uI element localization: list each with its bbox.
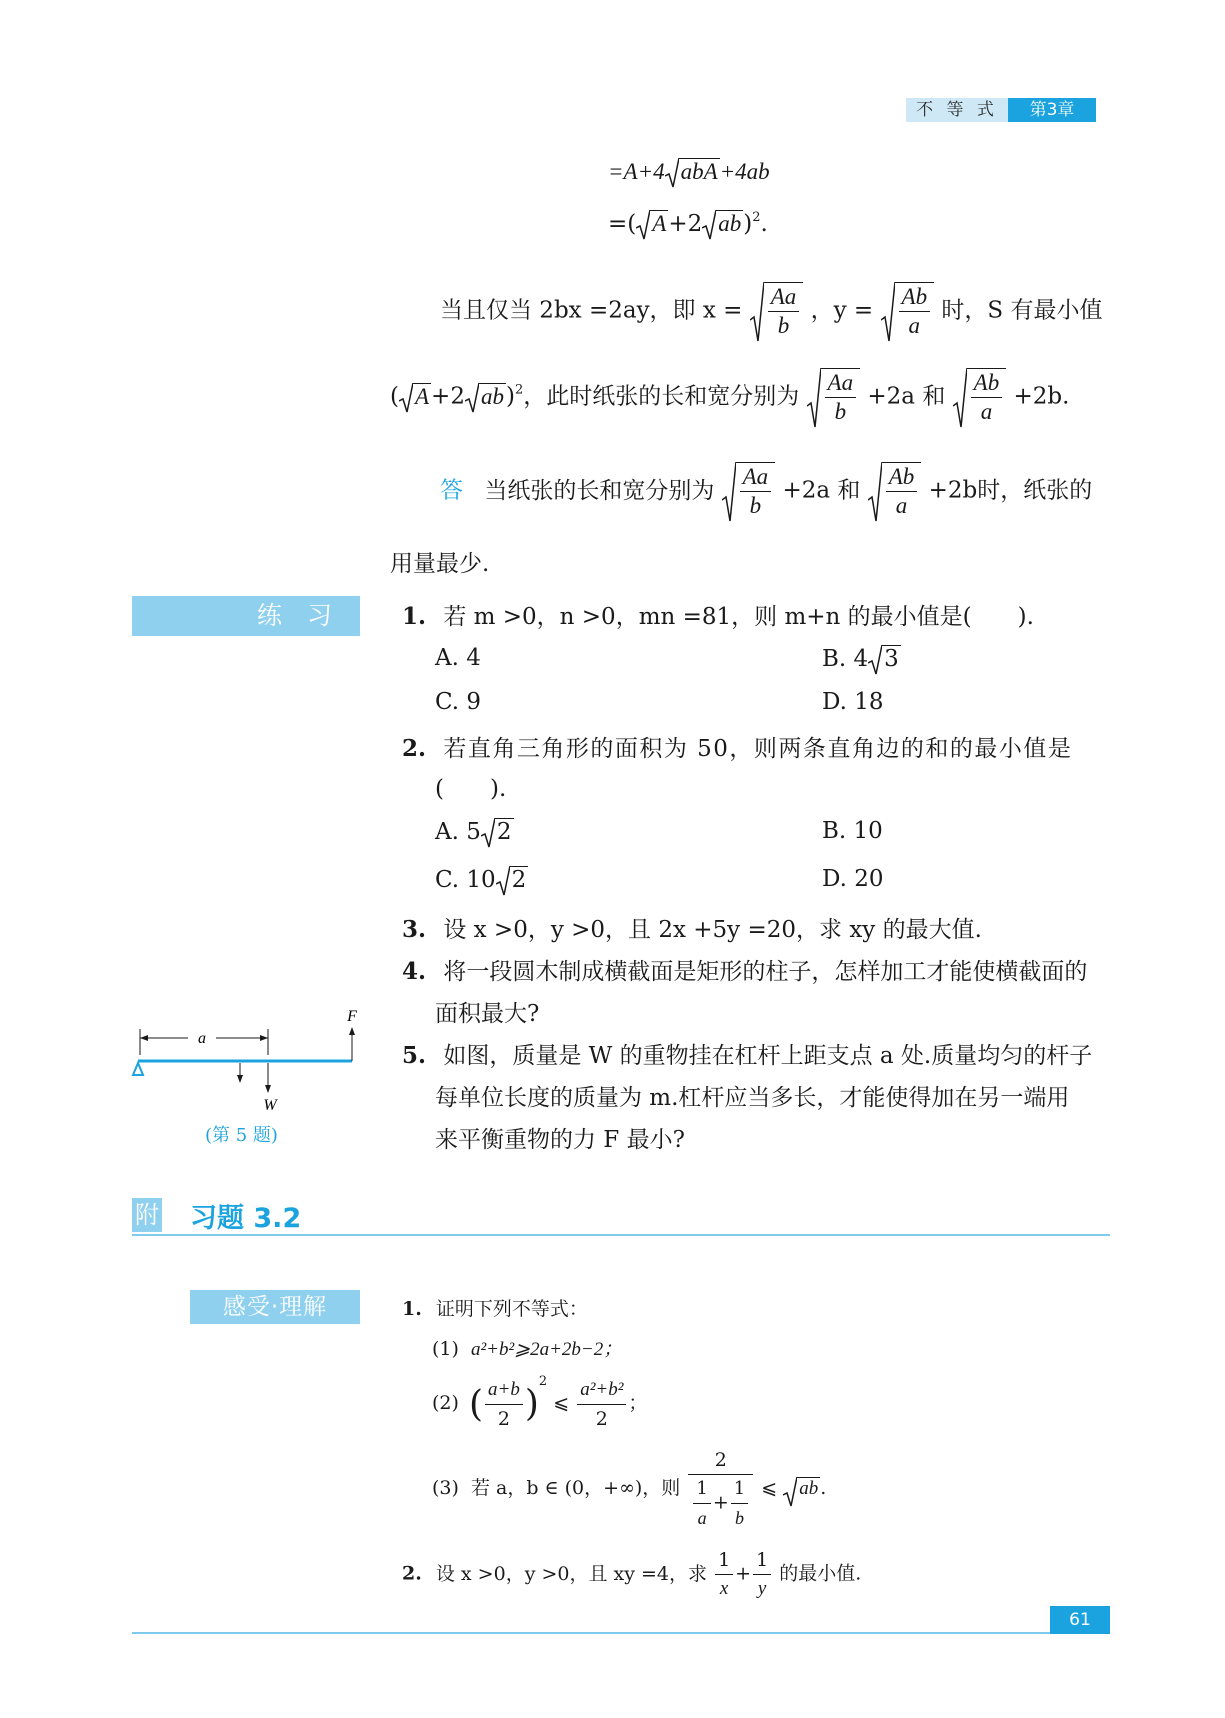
answer-label: 答 [440,477,463,504]
numerator: Ab [899,283,931,312]
paragraph-condition [440,282,1102,340]
option-d: D. 20 [822,866,884,892]
paren-left: ( [468,1383,484,1425]
dimension-arrow-right [260,1035,268,1041]
numerator: Aa [768,283,800,312]
denominator: a [697,1508,707,1528]
answer-paragraph-end: 用量最少. [390,551,490,577]
denominator: a [908,313,921,338]
section-divider [132,1234,1110,1236]
text: +2b时，纸张的 [928,477,1093,504]
sqrt [665,158,720,185]
sqrt-frac [722,462,776,520]
option-c [435,866,528,893]
denominator: b [734,1508,744,1528]
label-a: a [198,1030,206,1047]
appendix-badge: 附 [132,1198,162,1232]
math-text: ab [799,1478,819,1499]
exercise-title: 习题 3.2 [190,1203,302,1234]
question-text: 若 m >0，n >0，mn =81，则 m+n 的最小值是( ). [443,604,1034,630]
question-text: 将一段圆木制成横截面是矩形的柱子，怎样加工才能使横截面的 [443,959,1088,985]
math-text: . [820,1477,827,1499]
exercise-question-2 [402,1546,861,1603]
denominator: 2 [497,1407,510,1430]
question-text: 若 a，b ∈ (0，+∞)，则 [470,1477,681,1499]
paren-right: ) [524,1383,539,1425]
math-text: ab [480,383,504,409]
sqrt [702,210,743,237]
compound-denominator [688,1475,753,1532]
question-number: 1. [402,603,427,630]
up-arrow-icon [349,1027,355,1035]
plus: + [712,1491,729,1514]
denominator: a [980,399,993,424]
text: +2a 和 [867,383,946,410]
option-a [435,818,514,845]
numerator: 1 [731,1475,748,1504]
option-text: C. 10 [435,867,496,893]
numerator: a²+b² [577,1376,626,1405]
practice-band [132,596,360,636]
derivation-line-2 [608,210,768,237]
text: +2b. [1013,383,1070,410]
question-text: 若直角三角形的面积为 50，则两条直角边的和的最小值是 [443,736,1073,762]
option-a: A. 4 [435,645,481,671]
section-title: 不 等 式 [906,98,1008,122]
sqrt [496,866,529,893]
math-text: abA [680,159,718,184]
label-w: W [263,1097,277,1114]
question-number: 3. [402,916,427,943]
text: ) [505,383,515,410]
relation: ⩽ [553,1392,570,1414]
question-number: 2. [402,735,427,762]
paragraph-result [390,368,1069,426]
question-4-line-2: 面积最大? [435,1001,540,1027]
label-f: F [347,1008,357,1025]
option-c: C. 9 [435,689,482,715]
lever-figure [128,1005,368,1115]
understanding-band: 感受·理解 [190,1290,360,1324]
math-text: 2 [496,819,512,845]
down-arrow-icon [237,1075,243,1083]
denominator: x [719,1578,729,1599]
part-label: (2) [432,1392,459,1414]
denominator: b [749,493,762,518]
math-text: ； [628,1392,648,1414]
sqrt [636,210,668,237]
text: 当纸张的长和宽分别为 [484,477,715,504]
denominator: y [757,1578,767,1599]
fulcrum-icon [133,1063,143,1075]
math-text: . [760,211,768,237]
part-label: (1) [432,1338,459,1360]
math-text: a²+b²⩾2a+2b−2； [470,1339,623,1360]
practice-question-5 [402,1037,1092,1070]
practice-question-3 [402,911,982,944]
text: +2 [431,383,465,410]
exercise-1-part-1 [432,1334,622,1361]
relation: ⩽ [761,1477,778,1499]
derivation-line-1 [608,158,770,185]
text: 时，S 有最小值 [941,297,1103,324]
denominator: b [834,399,847,424]
math-text: ) [743,211,753,237]
numerator: Aa [740,463,772,492]
numerator: 1 [715,1546,733,1575]
question-number: 5. [402,1042,427,1069]
math-text: A [414,383,430,409]
numerator: Aa [825,369,857,398]
numerator: 1 [753,1546,771,1575]
numerator: 2 [688,1446,753,1475]
sqrt-frac [750,282,804,340]
text: ( [390,383,399,410]
exercise-question-1 [402,1294,588,1321]
exponent: 2 [752,210,761,225]
option-d: D. 18 [822,689,884,715]
option-b: B. 10 [822,818,883,844]
chapter-header [906,98,1096,122]
question-5-line-3: 来平衡重物的力 F 最小? [435,1127,685,1153]
sqrt-frac [953,368,1007,426]
sqrt [868,645,901,672]
numerator: a+b [485,1376,523,1405]
question-text: 的最小值. [779,1562,862,1585]
math-text: ab [718,211,742,236]
sqrt [481,818,514,845]
math-text: 3 [884,646,899,672]
math-text: 2 [511,867,527,893]
exercise-1-part-2 [432,1374,647,1433]
question-number: 1. [402,1298,422,1320]
practice-question-4 [402,953,1087,986]
question-number: 2. [402,1562,422,1585]
chapter-label: 第3章 [1008,98,1096,122]
numerator: Ab [886,463,918,492]
down-arrow-icon [265,1085,271,1093]
option-text: B. 4 [822,646,869,672]
exponent: 2 [538,1374,548,1389]
sqrt-frac [881,282,935,340]
option-b [822,645,901,672]
denominator: 2 [595,1407,608,1430]
question-5-line-2: 每单位长度的质量为 m.杠杆应当多长，才能使得加在另一端用 [435,1085,1070,1111]
sqrt-frac [868,462,922,520]
sqrt [399,383,431,410]
footer-rule [132,1632,1110,1634]
math-text: +4ab [719,159,770,184]
denominator: a [895,493,908,518]
answer-paragraph [440,462,1092,520]
plus: + [735,1562,752,1585]
question-text: 设 x >0，y >0，且 xy =4，求 [435,1562,708,1585]
sqrt [783,1477,820,1500]
math-text: =A+4 [608,159,665,184]
exponent: 2 [514,382,524,398]
practice-question-1 [402,598,1034,631]
question-text: 证明下列不等式： [435,1298,588,1320]
dimension-arrow-left [140,1035,148,1041]
practice-question-2 [402,730,1072,763]
numerator: Ab [971,369,1003,398]
question-number: 4. [402,958,427,985]
exercise-1-part-3 [432,1446,826,1532]
text: +2a 和 [782,477,861,504]
practice-band-label: 练 习 [256,601,332,630]
question-2-line-2: ( ). [435,776,507,802]
sqrt [465,383,506,410]
figure-caption: (第 5 题) [205,1125,278,1146]
text: 当且仅当 2bx =2ay，即 x = [440,297,743,324]
text: ，此时纸张的长和宽分别为 [523,383,800,410]
math-text: A [652,211,667,236]
text: ，y = [810,297,874,324]
denominator: b [777,313,790,338]
part-label: (3) [432,1477,459,1499]
sqrt-frac [807,368,861,426]
question-text: 设 x >0，y >0，且 2x +5y =20，求 xy 的最大值. [443,917,982,943]
math-text: +2 [668,211,703,237]
question-text: 如图，质量是 W 的重物挂在杠杆上距支点 a 处.质量均匀的杆子 [443,1043,1093,1069]
numerator: 1 [693,1475,710,1504]
page-number: 61 [1050,1606,1110,1634]
option-text: A. 5 [435,819,481,845]
math-text: =( [608,211,637,237]
